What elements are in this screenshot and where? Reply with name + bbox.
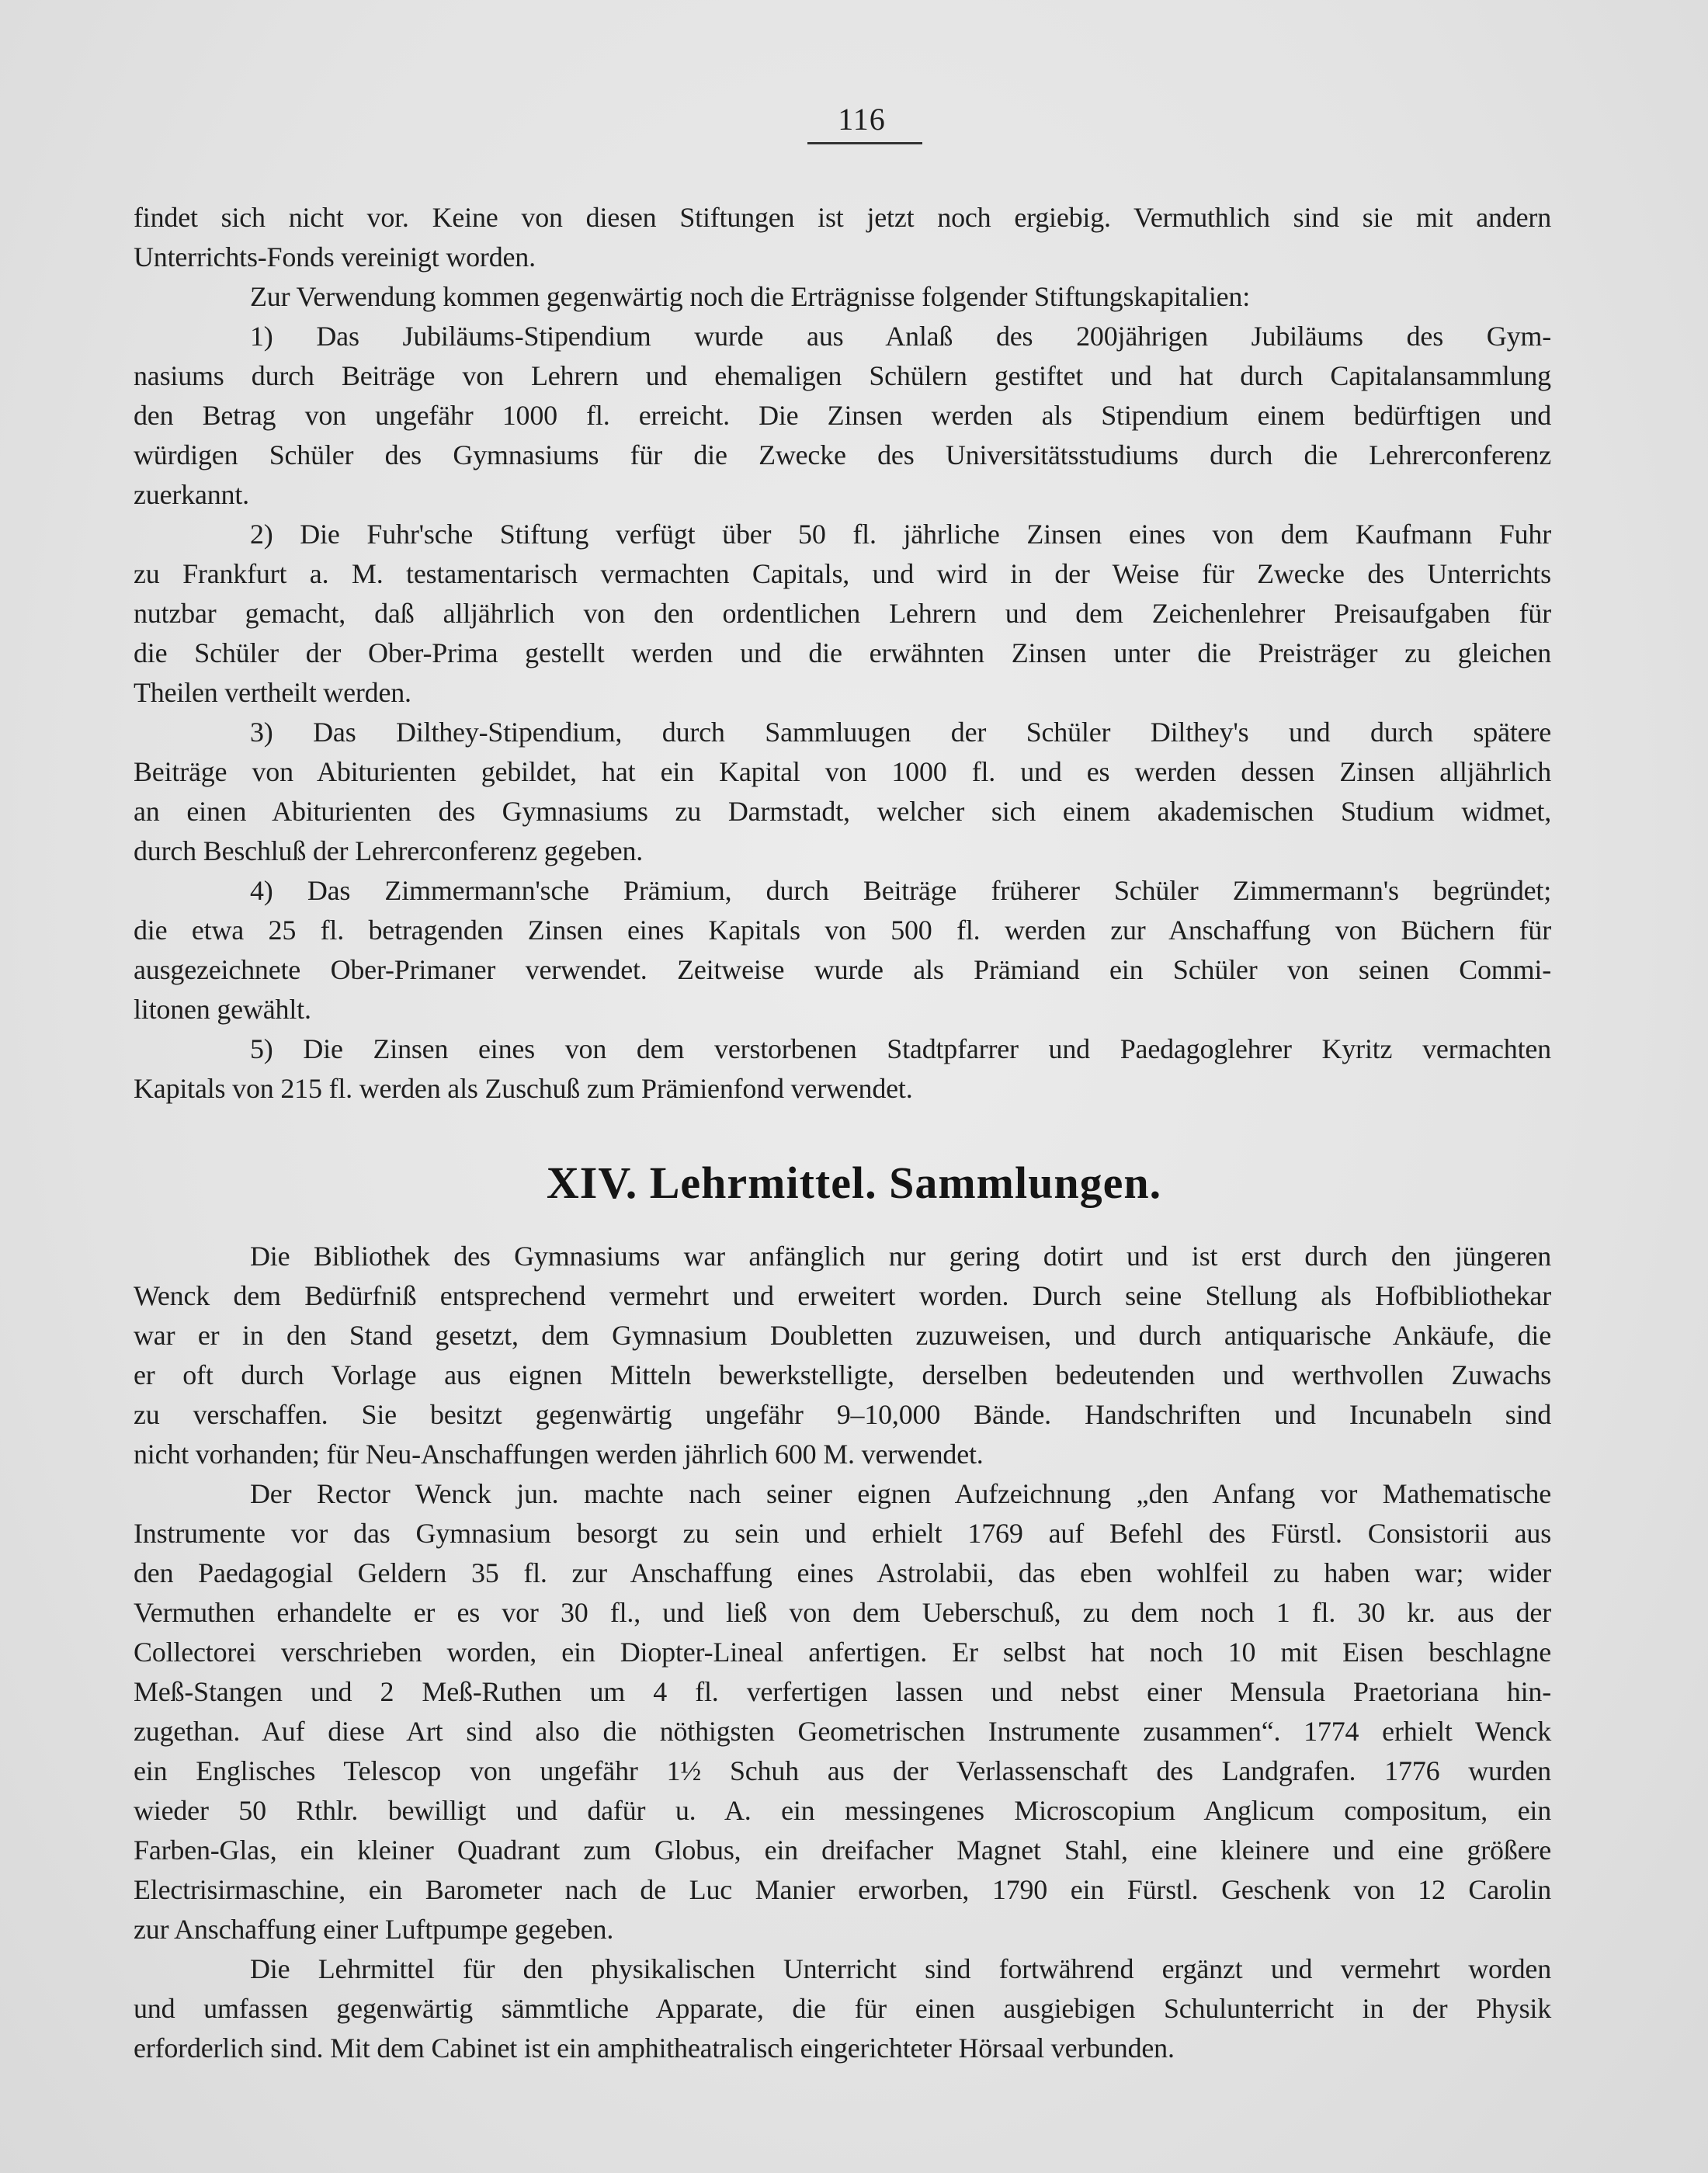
text-line: an einen Abiturienten des Gymnasiums zu Darmstadt, welcher sich einem akademischen Studium widmet, <box>134 796 1551 827</box>
paragraph <box>134 713 1551 871</box>
text-line: Beiträge von Abiturienten gebildet, hat ein Kapital von 1000 fl. und es werden dessen Zinsen alljährlich <box>134 756 1551 787</box>
text-line: den Betrag von ungefähr 1000 fl. erreicht. Die Zinsen werden als Stipendium einem bedürftigen und <box>134 400 1551 431</box>
text-line: Der Rector Wenck jun. machte nach seiner eignen Aufzeichnung „den Anfang vor Mathematische <box>250 1478 1551 1509</box>
text-line: Wenck dem Bedürfniß entsprechend vermehrt und erweitert worden. Durch seine Stellung als Hofbibliothekar <box>134 1280 1551 1311</box>
text-line: Kapitals von 215 fl. werden als Zuschuß zum Prämienfond verwendet. <box>134 1073 913 1104</box>
text-block-collections <box>134 1237 1551 2068</box>
text-line: Farben-Glas, ein kleiner Quadrant zum Globus, ein dreifacher Magnet Stahl, eine kleinere und eine größere <box>134 1835 1551 1866</box>
page-number-rule <box>807 142 922 144</box>
section-heading: XIV. Lehrmittel. Sammlungen. <box>546 1158 1162 1208</box>
text-line: und umfassen gegenwärtig sämmtliche Apparate, die für einen ausgiebigen Schulunterricht in der Physik <box>134 1993 1551 2024</box>
text-line: nicht vorhanden; für Neu-Anschaffungen werden jährlich 600 M. verwendet. <box>134 1439 984 1470</box>
text-line: erforderlich sind. Mit dem Cabinet ist ein amphitheatralisch eingerichteter Hörsaal verbunden. <box>134 2032 1175 2064</box>
text-line: die etwa 25 fl. betragenden Zinsen eines Kapitals von 500 fl. werden zur Anschaffung von Büchern für <box>134 915 1551 946</box>
paragraph <box>134 1237 1551 1474</box>
text-line: zugethan. Auf diese Art sind also die nöthigsten Geometrischen Instrumente zusammen“. 1774 erhielt Wenck <box>134 1716 1551 1747</box>
text-line: durch Beschluß der Lehrerconferenz gegeben. <box>134 835 644 866</box>
paragraph <box>134 277 1551 317</box>
text-line: Theilen vertheilt werden. <box>134 677 411 708</box>
paragraph <box>134 317 1551 515</box>
text-line: würdigen Schüler des Gymnasiums für die Zwecke des Universitätsstudiums durch die Lehrerconferenz <box>134 439 1551 470</box>
paragraph <box>134 198 1551 277</box>
text-line: Die Bibliothek des Gymnasiums war anfänglich nur gering dotirt und ist erst durch den jüngeren <box>250 1241 1551 1272</box>
text-line: Die Lehrmittel für den physikalischen Unterricht sind fortwährend ergänzt und vermehrt worden <box>250 1953 1551 1984</box>
text-line: Zur Verwendung kommen gegenwärtig noch die Erträgnisse folgender Stiftungskapitalien: <box>250 281 1251 312</box>
page-number: 116 <box>838 102 886 137</box>
paragraph <box>134 515 1551 713</box>
text-line: 4) Das Zimmermann'sche Prämium, durch Beiträge früherer Schüler Zimmermann's begründet; <box>250 875 1551 906</box>
text-line: war er in den Stand gesetzt, dem Gymnasium Doubletten zuzuweisen, und durch antiquarische Ankäufe, die <box>134 1320 1551 1351</box>
text-line: 3) Das Dilthey-Stipendium, durch Sammluugen der Schüler Dilthey's und durch spätere <box>250 717 1551 748</box>
text-line: Meß-Stangen und 2 Meß-Ruthen um 4 fl. verfertigen lassen und nebst einer Mensula Praetoriana hin- <box>134 1676 1551 1707</box>
paragraph <box>134 1474 1551 1949</box>
paragraph <box>134 1029 1551 1109</box>
text-line: Vermuthen erhandelte er es vor 30 fl., und ließ von dem Ueberschuß, zu dem noch 1 fl. 30 kr. aus der <box>134 1597 1551 1628</box>
text-line: die Schüler der Ober-Prima gestellt werden und die erwähnten Zinsen unter die Preisträger zu gleichen <box>134 637 1551 668</box>
text-line: nasiums durch Beiträge von Lehrern und ehemaligen Schülern gestiftet und hat durch Capitalansammlung <box>134 360 1551 391</box>
paragraph <box>134 1949 1551 2068</box>
text-line: ein Englisches Telescop von ungefähr 1½ Schuh aus der Verlassenschaft des Landgrafen. 1776 wurden <box>134 1755 1551 1786</box>
text-line: litonen gewählt. <box>134 994 311 1025</box>
text-line: 2) Die Fuhr'sche Stiftung verfügt über 50 fl. jährliche Zinsen eines von dem Kaufmann Fuhr <box>250 519 1551 550</box>
text-line: zur Anschaffung einer Luftpumpe gegeben. <box>134 1914 614 1945</box>
text-line: zuerkannt. <box>134 479 249 510</box>
text-line: nutzbar gemacht, daß alljährlich von den ordentlichen Lehrern und dem Zeichenlehrer Preisaufgaben für <box>134 598 1551 629</box>
text-line: den Paedagogial Geldern 35 fl. zur Anschaffung eines Astrolabii, das eben wohlfeil zu haben war; wider <box>134 1557 1551 1588</box>
text-line: wieder 50 Rthlr. bewilligt und dafür u. A. ein messingenes Microscopium Anglicum compositum, ein <box>134 1795 1551 1826</box>
text-line: zu verschaffen. Sie besitzt gegenwärtig ungefähr 9–10,000 Bände. Handschriften und Incunabeln sind <box>134 1399 1551 1430</box>
text-line: ausgezeichnete Ober-Primaner verwendet. Zeitweise wurde als Prämiand ein Schüler von seinen Commi- <box>134 954 1551 985</box>
text-line: Instrumente vor das Gymnasium besorgt zu sein und erhielt 1769 auf Befehl des Fürstl. Consistorii aus <box>134 1518 1551 1549</box>
text-line: Collectorei verschrieben worden, ein Diopter-Lineal anfertigen. Er selbst hat noch 10 mit Eisen beschlagne <box>134 1637 1551 1668</box>
text-line: findet sich nicht vor. Keine von diesen Stiftungen ist jetzt noch ergiebig. Vermuthlich sind sie mit andern <box>134 202 1551 233</box>
text-line: Electrisirmaschine, ein Barometer nach de Luc Manier erworben, 1790 ein Fürstl. Geschenk von 12 Carolin <box>134 1874 1551 1905</box>
paragraph <box>134 871 1551 1029</box>
text-line: er oft durch Vorlage aus eignen Mitteln bewerkstelligte, derselben bedeutenden und werthvollen Zuwachs <box>134 1359 1551 1390</box>
text-line: zu Frankfurt a. M. testamentarisch vermachten Capitals, und wird in der Weise für Zwecke des Unterrichts <box>134 558 1551 589</box>
text-line: 5) Die Zinsen eines von dem verstorbenen Stadtpfarrer und Paedagoglehrer Kyritz vermachten <box>250 1033 1551 1064</box>
text-line: Unterrichts-Fonds vereinigt worden. <box>134 241 536 272</box>
text-line: 1) Das Jubiläums-Stipendium wurde aus Anlaß des 200jährigen Jubiläums des Gym- <box>250 321 1551 352</box>
text-block-foundations <box>134 198 1551 1109</box>
